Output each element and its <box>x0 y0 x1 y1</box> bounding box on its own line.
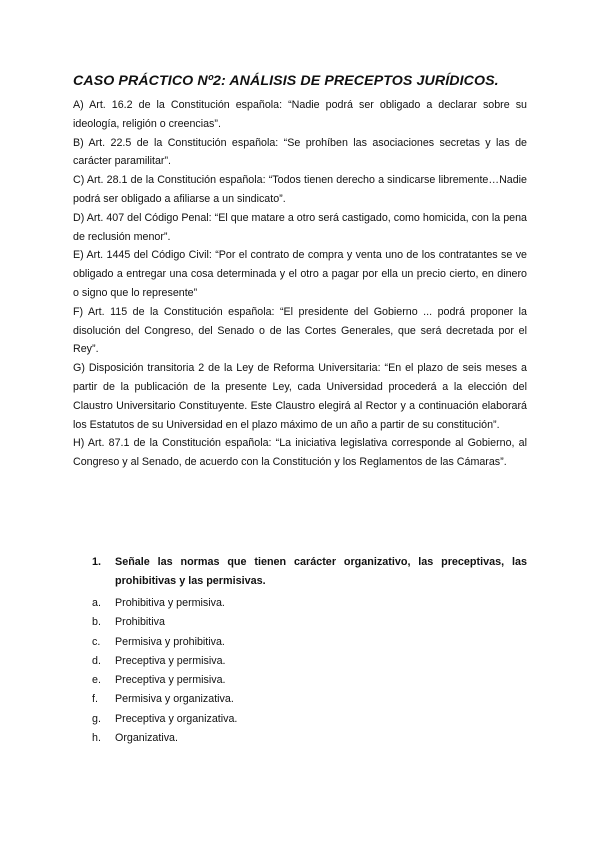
list-item <box>92 613 527 632</box>
precept-b: B) Art. 22.5 de la Constitución española: “Se prohíben las asociaciones secretas y las de carácter paramilitar”. <box>73 136 527 168</box>
document-body <box>73 71 527 472</box>
precept-a: A) Art. 16.2 de la Constitución española: “Nadie podrá ser obligado a declarar sobre su ideología, religión o creencias”. <box>73 99 527 130</box>
precept-d: D) Art. 407 del Código Penal: “El que matare a otro será castigado, como homicida, con la pena de reclusión menor”. <box>73 211 527 243</box>
list-item <box>92 652 527 671</box>
option-text: Organizativa. <box>115 732 178 745</box>
option-letter: f. <box>92 693 98 706</box>
list-item <box>92 633 527 652</box>
question-1 <box>92 553 527 591</box>
option-text: Preceptiva y organizativa. <box>115 712 238 725</box>
option-letter: e. <box>92 674 101 687</box>
option-letter: h. <box>92 732 101 745</box>
list-item <box>92 671 527 690</box>
precept-c: C) Art. 28.1 de la Constitución española: “Todos tienen derecho a sindicarse libremente…Nadie podrá ser obligado a afiliarse a un sindicato”. <box>73 174 527 205</box>
question-text: Señale las normas que tienen carácter organizativo, las preceptivas, las prohibitivas y las permisivas. <box>115 556 527 587</box>
option-letter: g. <box>92 712 101 725</box>
option-letter: d. <box>92 654 101 667</box>
question-block <box>92 553 527 748</box>
option-text: Prohibitiva y permisiva. <box>115 597 225 609</box>
option-text: Preceptiva y permisiva. <box>115 654 226 667</box>
question-number: 1. <box>92 556 102 568</box>
list-item <box>92 729 527 748</box>
option-letter: c. <box>92 635 101 648</box>
option-letter: b. <box>92 616 101 629</box>
answer-list <box>92 594 527 748</box>
precept-f: F) Art. 115 de la Constitución española: “El presidente del Gobierno ... podrá proponer la disolución del Congreso, del Senado o de las Cortes Generales, que será decretada por el Rey”. <box>73 305 527 356</box>
option-text: Prohibitiva <box>115 616 165 629</box>
precept-g: G) Disposición transitoria 2 de la Ley de Reforma Universitaria: “En el plazo de seis meses a partir de la publicación de la presente Ley, cada Universidad procederá a la elección del Claustro Universitario Constituyente. Este Claustro elegirá al Rector y a continuación elaborará los Estatutos de su Universidad en el plazo máximo de un año a partir de su constitución”. <box>73 362 527 431</box>
precept-e: E) Art. 1445 del Código Civil: “Por el contrato de compra y venta uno de los contratantes se ve obligado a entregar una cosa determinada y el otro a pagar por ella un precio cierto, en dinero o signo que lo represente” <box>73 249 527 299</box>
option-letter: a. <box>92 597 101 609</box>
option-text: Permisiva y prohibitiva. <box>115 635 225 648</box>
precept-list <box>73 96 527 472</box>
option-text: Permisiva y organizativa. <box>115 693 234 706</box>
option-text: Preceptiva y permisiva. <box>115 674 226 687</box>
list-item <box>92 594 527 613</box>
list-item <box>92 690 527 709</box>
precept-h: H) Art. 87.1 de la Constitución española: “La iniciativa legislativa corresponde al Gobierno, al Congreso y al Senado, de acuerdo con la Constitución y los Reglamentos de las Cámaras”. <box>73 437 527 469</box>
list-item <box>92 710 527 729</box>
page-title: CASO PRÁCTICO Nº2: ANÁLISIS DE PRECEPTOS JURÍDICOS. <box>73 73 499 89</box>
